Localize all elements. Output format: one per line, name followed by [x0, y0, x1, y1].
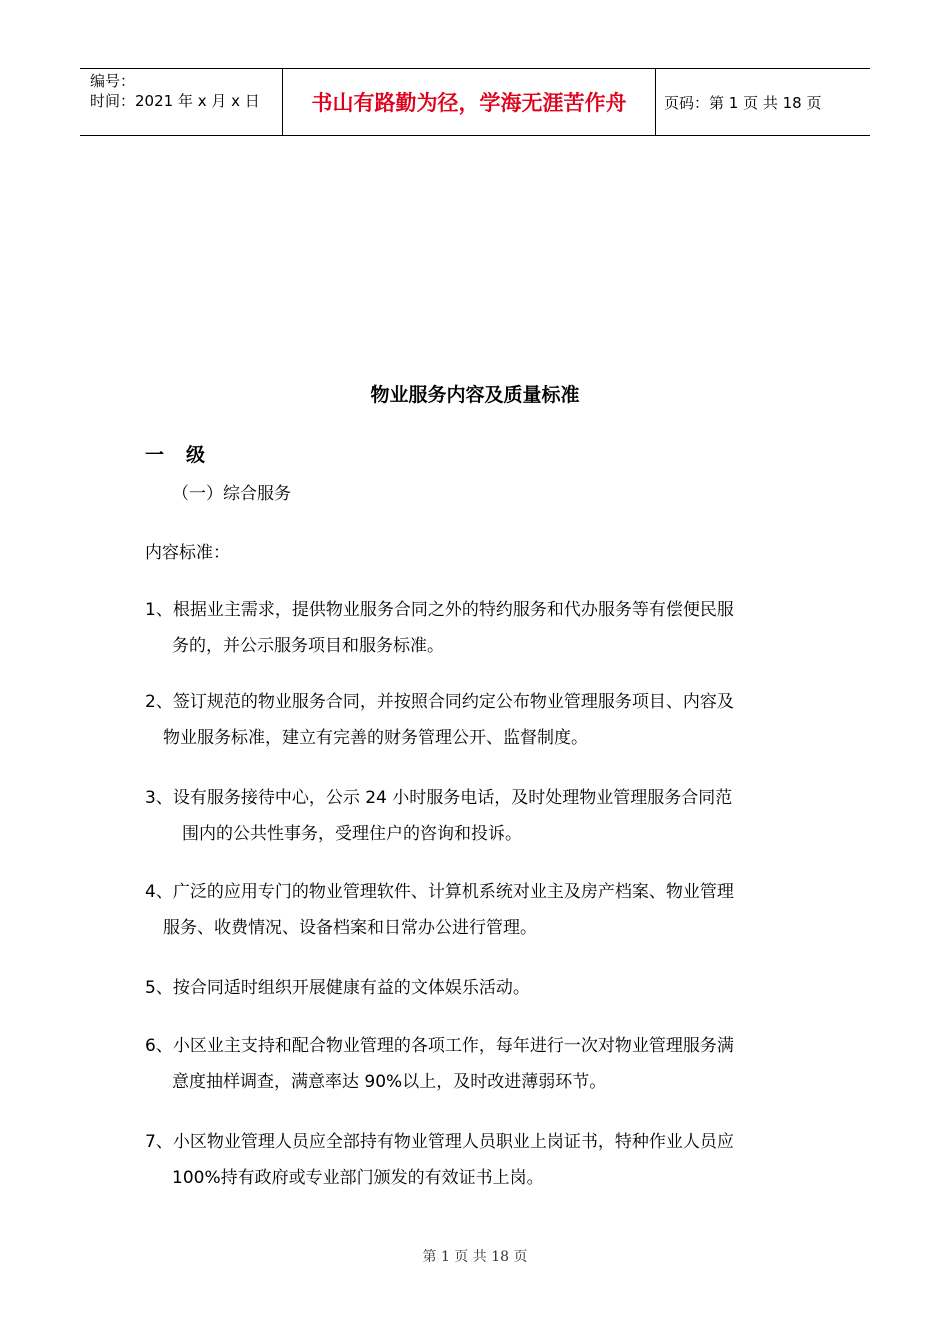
item-line-2: 围内的公共性事务，受理住户的咨询和投诉。: [182, 824, 522, 844]
header-meta: [80, 69, 282, 135]
time-label: 时间：2021 年 x 月 x 日: [90, 92, 260, 110]
item-line-2: 100%持有政府或专业部门颁发的有效证书上岗。: [172, 1168, 544, 1188]
item-line-1: 3、设有服务接待中心，公示 24 小时服务电话，及时处理物业管理服务合同范: [145, 788, 733, 808]
level-char-1: 一: [145, 444, 165, 466]
item-line-1: 6、小区业主支持和配合物业管理的各项工作，每年进行一次对物业管理服务满: [145, 1036, 734, 1056]
list-item: [145, 780, 732, 852]
item-line-1: 7、小区物业管理人员应全部持有物业管理人员职业上岗证书，特种作业人员应: [145, 1132, 734, 1152]
item-line-1: 5、按合同适时组织开展健康有益的文体娱乐活动。: [145, 978, 530, 998]
content-standard-label: 内容标准：: [145, 543, 230, 563]
item-line-1: 1、根据业主需求，提供物业服务合同之外的特约服务和代办服务等有偿便民服: [145, 600, 734, 620]
section-heading: （一）综合服务: [172, 484, 291, 504]
item-line-1: 4、广泛的应用专门的物业管理软件、计算机系统对业主及房产档案、物业管理: [145, 882, 734, 902]
level-heading: [145, 440, 205, 467]
item-line-1: 2、签订规范的物业服务合同，并按照合同约定公布物业管理服务项目、内容及: [145, 692, 734, 712]
item-line-2: 意度抽样调查，满意率达 90%以上，及时改进薄弱环节。: [172, 1072, 607, 1092]
list-item: [145, 1028, 734, 1100]
level-char-2: 级: [186, 444, 206, 466]
header-page-info: 页码：第 1 页 共 18 页: [664, 93, 822, 112]
list-item: [145, 592, 734, 664]
header-motto: 书山有路勤为径，学海无涯苦作舟: [282, 69, 656, 135]
list-item: [145, 874, 734, 946]
list-item: [145, 970, 530, 1006]
list-item: [145, 684, 734, 756]
page-header: [80, 68, 870, 136]
item-line-2: 服务、收费情况、设备档案和日常办公进行管理。: [163, 918, 537, 938]
document-title: 物业服务内容及质量标准: [370, 384, 580, 406]
item-line-2: 务的，并公示服务项目和服务标准。: [172, 636, 444, 656]
page-footer: 第 1 页 共 18 页: [422, 1249, 528, 1265]
number-label: 编号：: [90, 72, 136, 90]
list-item: [145, 1124, 734, 1196]
item-line-2: 物业服务标准，建立有完善的财务管理公开、监督制度。: [163, 728, 588, 748]
